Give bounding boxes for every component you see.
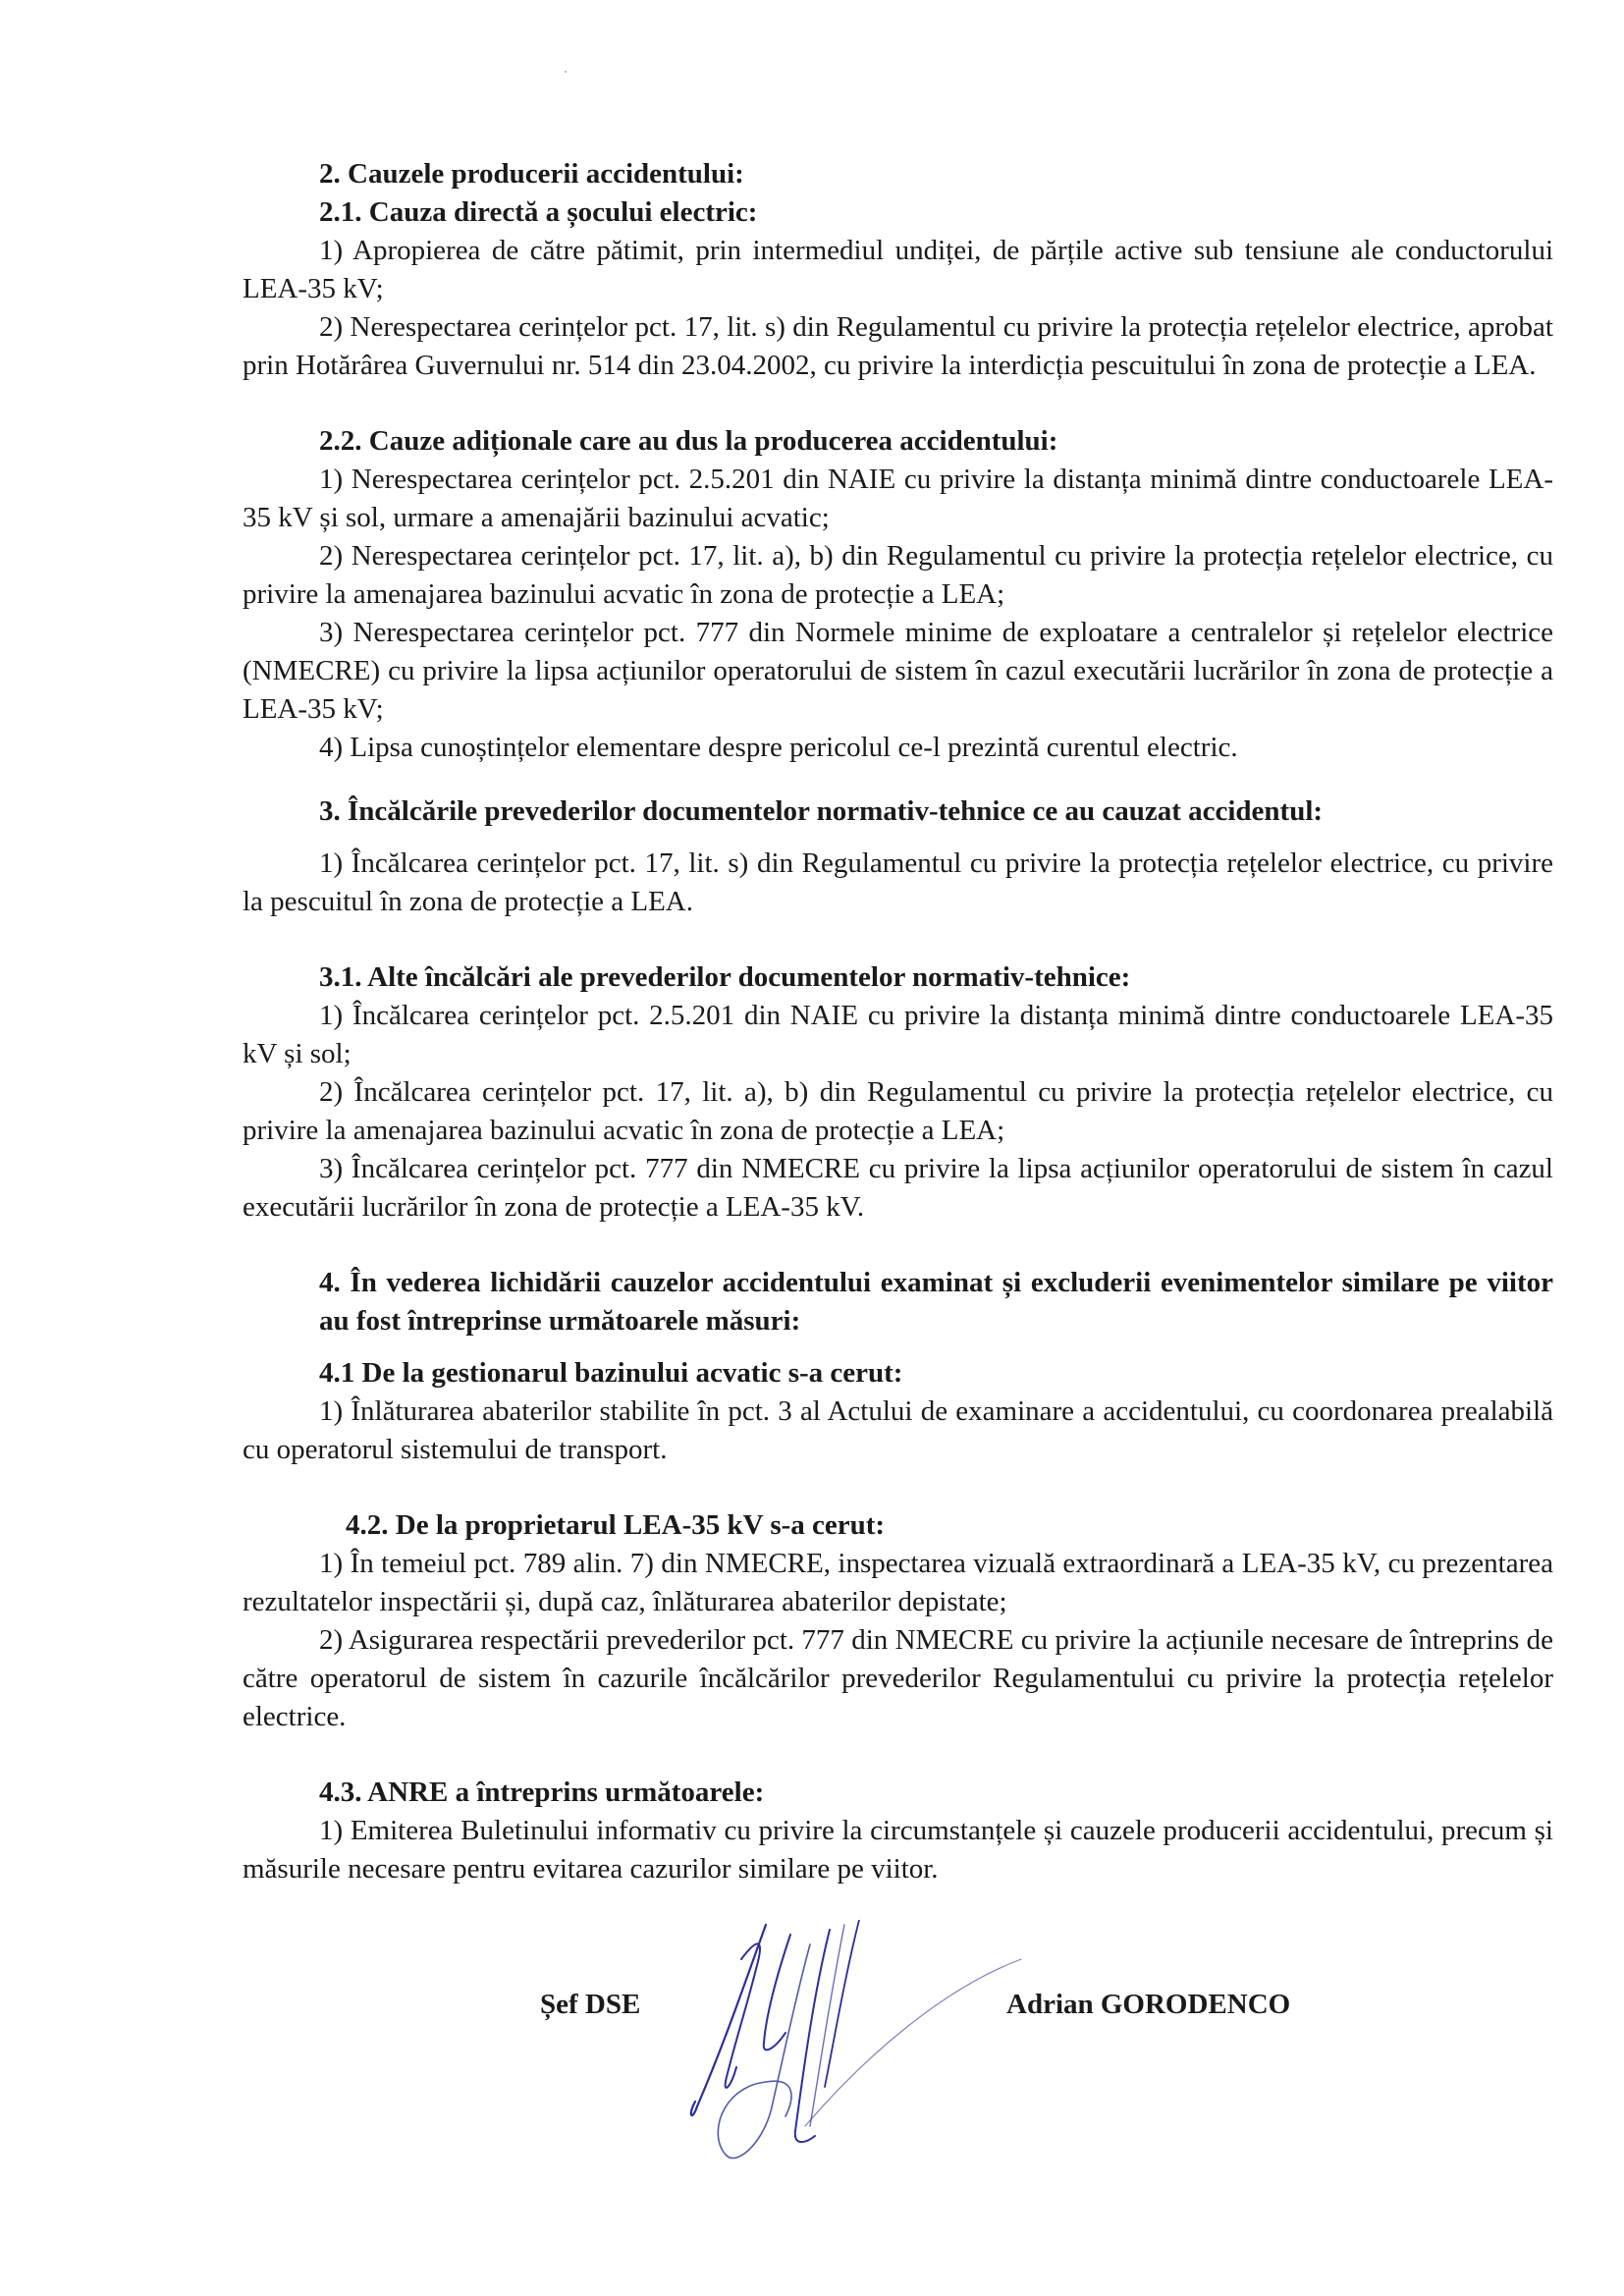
section-3-1-item-3: 3) Încălcarea cerințelor pct. 777 din NMECRE cu privire la lipsa acțiunilor operatorului de sistem în cazul executării lucrărilor în zona de protecție a LEA-35 kV. — [243, 1153, 1553, 1223]
section-4-2-item-1: 1) În temeiul pct. 789 alin. 7) din NMECRE, inspectarea vizuală extraordinară a LEA-35 kV, cu prezentarea rezultatelor inspectării și, după caz, înlăturarea abaterilor depistate; — [243, 1548, 1553, 1617]
section-2-2-item-4: 4) Lipsa cunoștințelor elementare despre pericolul ce-l prezintă curentul electric. — [319, 732, 1238, 763]
section-4-heading: 4. În vederea lichidării cauzelor accidentului examinat și excluderii evenimentelor similare pe viitor au fost întreprinse următoarele măsuri: — [319, 1267, 1553, 1337]
section-2-heading: 2. Cauzele producerii accidentului: — [319, 158, 744, 190]
section-4-2-heading: 4.2. De la proprietarul LEA-35 kV s-a cerut: — [346, 1509, 886, 1541]
section-3-heading: 3. Încălcările prevederilor documentelor normativ-tehnice ce au cauzat accidentul: — [319, 795, 1324, 827]
section-4-3-item-1: 1) Emiterea Buletinului informativ cu privire la circumstanțele și cauzele producerii accidentului, precum și măsurile necesare pentru evitarea cazurilor similare pe viitor. — [243, 1815, 1553, 1885]
section-2-2-item-2: 2) Nerespectarea cerințelor pct. 17, lit. a), b) din Regulamentul cu privire la protecția rețelelor electrice, cu privire la amenajarea bazinului acvatic în zona de protecție a LEA; — [243, 540, 1553, 610]
section-4-1-item-1: 1) Înlăturarea abaterilor stabilite în pct. 3 al Actului de examinare a accidentului, cu coordonarea prealabilă cu operatorul sistemului de transport. — [243, 1395, 1553, 1465]
section-4-3-heading: 4.3. ANRE a întreprins următoarele: — [319, 1777, 765, 1808]
section-2-1-item-2: 2) Nerespectarea cerințelor pct. 17, lit. s) din Regulamentul cu privire la protecția rețelelor electrice, aprobat prin Hotărârea Guvernului nr. 514 din 23.04.2002, cu privire la interdicția pescuitului în zona de protecție a LEA. — [243, 311, 1553, 381]
section-2-2-heading: 2.2. Cauze adiționale care au dus la producerea accidentului: — [319, 425, 1058, 457]
section-2-1-item-1: 1) Apropierea de către pătimit, prin intermediul undiței, de părțile active sub tensiune ale conductorului LEA-35 kV; — [243, 235, 1553, 304]
handwritten-signature-icon — [648, 1920, 1100, 2195]
section-3-item-1: 1) Încălcarea cerințelor pct. 17, lit. s) din Regulamentul cu privire la protecția rețelelor electrice, cu privire la pescuitul în zona de protecție a LEA. — [243, 847, 1553, 917]
section-2-2-item-3: 3) Nerespectarea cerințelor pct. 777 din Normele minime de exploatare a centralelor și rețelelor electrice (NMECRE) cu privire la lipsa acțiunilor operatorului de sistem în cazul executării lucrărilor în zona de protecție a LEA-35 kV; — [243, 617, 1553, 725]
section-4-1-heading: 4.1 De la gestionarul bazinului acvatic s-a cerut: — [319, 1357, 903, 1389]
signatory-name: Adrian GORODENCO — [1006, 1989, 1291, 2020]
section-3-1-item-1: 1) Încălcarea cerințelor pct. 2.5.201 din NAIE cu privire la distanța minimă dintre conductoarele LEA-35 kV și sol; — [243, 1000, 1553, 1069]
signatory-title: Șef DSE — [540, 1989, 641, 2020]
section-3-1-item-2: 2) Încălcarea cerințelor pct. 17, lit. a), b) din Regulamentul cu privire la protecția rețelelor electrice, cu privire la amenajarea bazinului acvatic în zona de protecție a LEA; — [243, 1076, 1553, 1146]
document-body — [243, 155, 1553, 1888]
scan-speck — [565, 71, 567, 73]
section-3-1-heading: 3.1. Alte încălcări ale prevederilor documentelor normativ-tehnice: — [319, 961, 1131, 993]
section-2-2-item-1: 1) Nerespectarea cerințelor pct. 2.5.201 din NAIE cu privire la distanța minimă dintre conductoarele LEA-35 kV și sol, urmare a amenajării bazinului acvatic; — [243, 464, 1553, 533]
section-2-1-heading: 2.1. Cauza directă a șocului electric: — [319, 196, 758, 228]
section-4-2-item-2: 2) Asigurarea respectării prevederilor pct. 777 din NMECRE cu privire la acțiunile necesare de întreprins de către operatorul de sistem în cazurile încălcărilor prevederilor Regulamentului cu privire la protecția rețelelor electrice. — [243, 1624, 1553, 1732]
